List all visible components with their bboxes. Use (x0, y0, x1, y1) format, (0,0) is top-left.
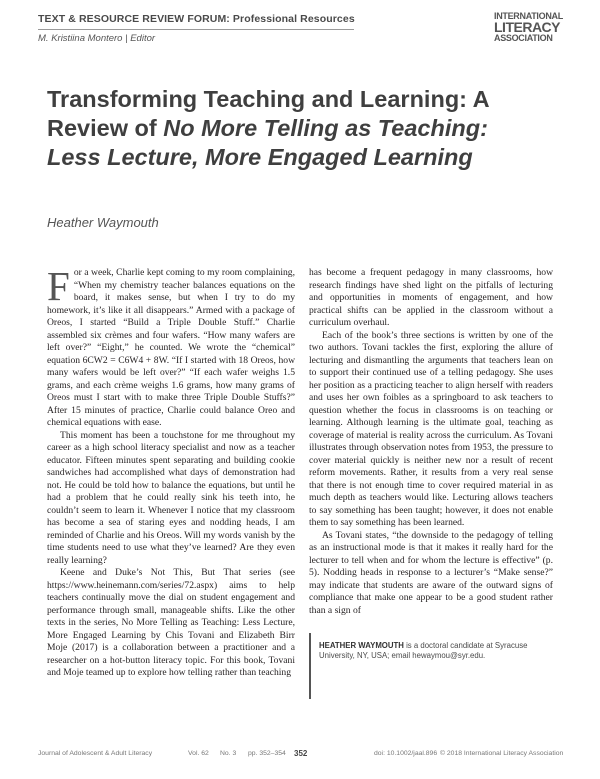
drop-cap: F (47, 263, 70, 309)
bio-name: HEATHER WAYMOUTH (319, 641, 404, 650)
article-author: Heather Waymouth (47, 215, 159, 230)
footer-doi: doi: 10.1002/jaal.896 (374, 750, 438, 757)
paragraph: has become a frequent pedagogy in many classrooms, how research findings have shed light on the pitfalls of lecturing and opportunities in moments of engagement, and how practical shifts can be applied in the classroom without a curriculum overhaul. (309, 267, 553, 328)
forum-heading: TEXT & RESOURCE REVIEW FORUM: Professional Resources (38, 13, 355, 25)
logo-line-1: INTERNATIONAL (494, 11, 563, 21)
paragraph: For a week, Charlie kept coming to my room complaining, “When my chemistry teacher balances equations on the board, it makes sense, but when I try to do my homework, it’s like it all disappears.” Armed with a package of Oreos, I started “Build a Triple Double Stuff.” Charlie assembled six crèmes and four wafers. “How many wafers are left over?” “Eight,” he counted. We wrote the “chemical” equation 6CW2 = C6W4 + 8W. “If I started with 18 Oreos, how many wafers would be left over?” “If each wafer weighs 1.5 grams, and each crème weighs 1.6 grams, how many grams of Oreos must I start with to make three Triple Double Stuffs?” After 15 minutes of practice, Charlie could balance Oreo and chemical equations with ease. (47, 263, 295, 428)
footer-pages: pp. 352–354 (248, 750, 286, 757)
body-column-2 (309, 267, 553, 631)
title-book: No More Telling as Teaching: Less Lecture, More Engaged Learning (47, 115, 488, 170)
author-bio (319, 641, 549, 661)
footer-copyright: © 2018 International Literacy Association (440, 750, 564, 757)
logo-line-2: LITERACY (494, 19, 560, 35)
article-title (47, 85, 517, 172)
title-main: Transforming Teaching and Learning: A Review of (47, 86, 489, 141)
paragraph: Each of the book’s three sections is written by one of the two authors. Tovani tackles the first, exploring the allure of lecturing and dismantling the arguments that teachers lean on to support their continued use of a telling pedagogy. She uses her position as a practicing teacher to align herself with readers and uses her own foibles as a springboard to ask teachers to question whether the focus in classrooms is on teaching or learning. Although learning is the ultimate goal, teaching as coverage of material is reality across the curriculum. As Tovani illustrates through observation notes from 1953, the pressure to cover material quickly is neither new nor a result of recent reform movements. Rather, it results from a very real sense that there is not enough time to cover required material in as much depth as teachers would like. Lecturing allows teachers to say something has been taught; however, it does not enable them to say something has been learned. (309, 329, 553, 528)
paragraph: Keene and Duke’s Not This, But That series (see https://www.heinemann.com/series/72.aspx) aims to help teachers continually move the dial on student engagement and performance through small, manageable shifts. Like the other texts in the series, No More Telling as Teaching: Less Lecture, More Engaged Learning by Chis Tovani and Elizabeth Birr Moje (2017) is a collaboration between a practitioner and a researcher on a hot-button literacy topic. For this book, Tovani and Moje teamed up to explore how telling rather than teaching (47, 567, 295, 678)
bio-accent-bar (309, 633, 311, 699)
footer-journal: Journal of Adolescent & Adult Literacy (38, 750, 153, 757)
footer-volume: Vol. 62 (188, 750, 209, 757)
bio-text: is a doctoral candidate at Syracuse University, NY, USA; email hewaymou@syr.edu. (319, 641, 528, 660)
ila-logo (494, 12, 566, 43)
footer-page-number: 352 (294, 749, 308, 758)
editor-line: M. Kristiina Montero | Editor (38, 33, 156, 44)
body-column-1 (47, 263, 295, 752)
logo-line-3: ASSOCIATION (494, 33, 553, 43)
paragraph: As Tovani states, “the downside to the pedagogy of telling as an instructional mode is that it makes it really hard for the lecturer to tell when and for whom the lecture is effective” (p. 5). Nodding heads in response to a lecturer’s “Make sense?” may indicate that students are aware of the outward signs of compliance that make one appear to be a good student rather than a sign of (309, 529, 553, 616)
footer-number: No. 3 (220, 750, 237, 757)
paragraph: This moment has been a touchstone for me throughout my career as a high school literacy specialist and now as a teacher educator. Fifteen minutes spent separating and building cookie sandwiches had accomplished what days of demonstration had not. He could be told how to balance the equations, but until he had a problem that he could really sink his teeth into, he couldn’t seem to learn it. Whenever I notice that my classroom has become a sea of staring eyes and nodding heads, I am reminded of Charlie and his Oreos. Will my words vanish by the time students need to use what they’ve learned? Are they even really learning? (47, 429, 295, 566)
author-bio-box (309, 633, 553, 699)
header-rule (38, 29, 354, 30)
